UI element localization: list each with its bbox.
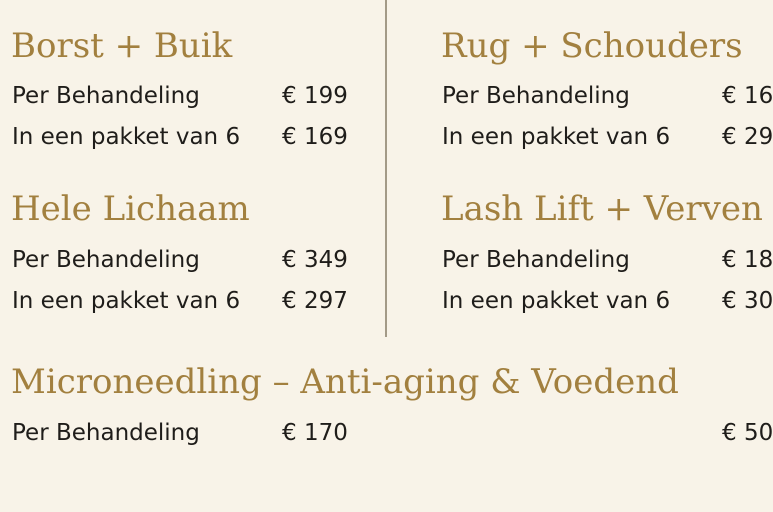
price-row-label: In een pakket van 6 xyxy=(442,288,671,314)
section-title-microneedling: Microneedling – Anti-aging & Voedend xyxy=(11,362,679,402)
price-row-label: Per Behandeling xyxy=(12,247,200,273)
price-row-value: € 297 xyxy=(282,288,348,314)
price-row-label: In een pakket van 6 xyxy=(12,288,241,314)
price-row-value: € 170 xyxy=(282,420,348,446)
price-row-label: Per Behandeling xyxy=(442,247,630,273)
price-row-label: Per Behandeling xyxy=(442,83,630,109)
section-title-borst-buik: Borst + Buik xyxy=(11,26,233,66)
price-row-value: € 18 xyxy=(722,247,773,273)
price-row-label: In een pakket van 6 xyxy=(12,124,241,150)
column-divider xyxy=(385,0,387,337)
price-row-label: Per Behandeling xyxy=(12,83,200,109)
price-row-value: € 199 xyxy=(282,83,348,109)
price-row-value: € 349 xyxy=(282,247,348,273)
price-row-value: € 29 xyxy=(722,124,773,150)
price-row-value: € 169 xyxy=(282,124,348,150)
section-title-lash-lift: Lash Lift + Verven xyxy=(441,189,763,229)
price-row-label: Per Behandeling xyxy=(12,420,200,446)
price-row-value: € 16 xyxy=(722,83,773,109)
price-row-value: € 50 xyxy=(722,420,773,446)
section-title-rug-schouders: Rug + Schouders xyxy=(441,26,743,66)
price-row-value: € 30 xyxy=(722,288,773,314)
section-title-hele-lichaam: Hele Lichaam xyxy=(11,189,250,229)
price-row-label: In een pakket van 6 xyxy=(442,124,671,150)
